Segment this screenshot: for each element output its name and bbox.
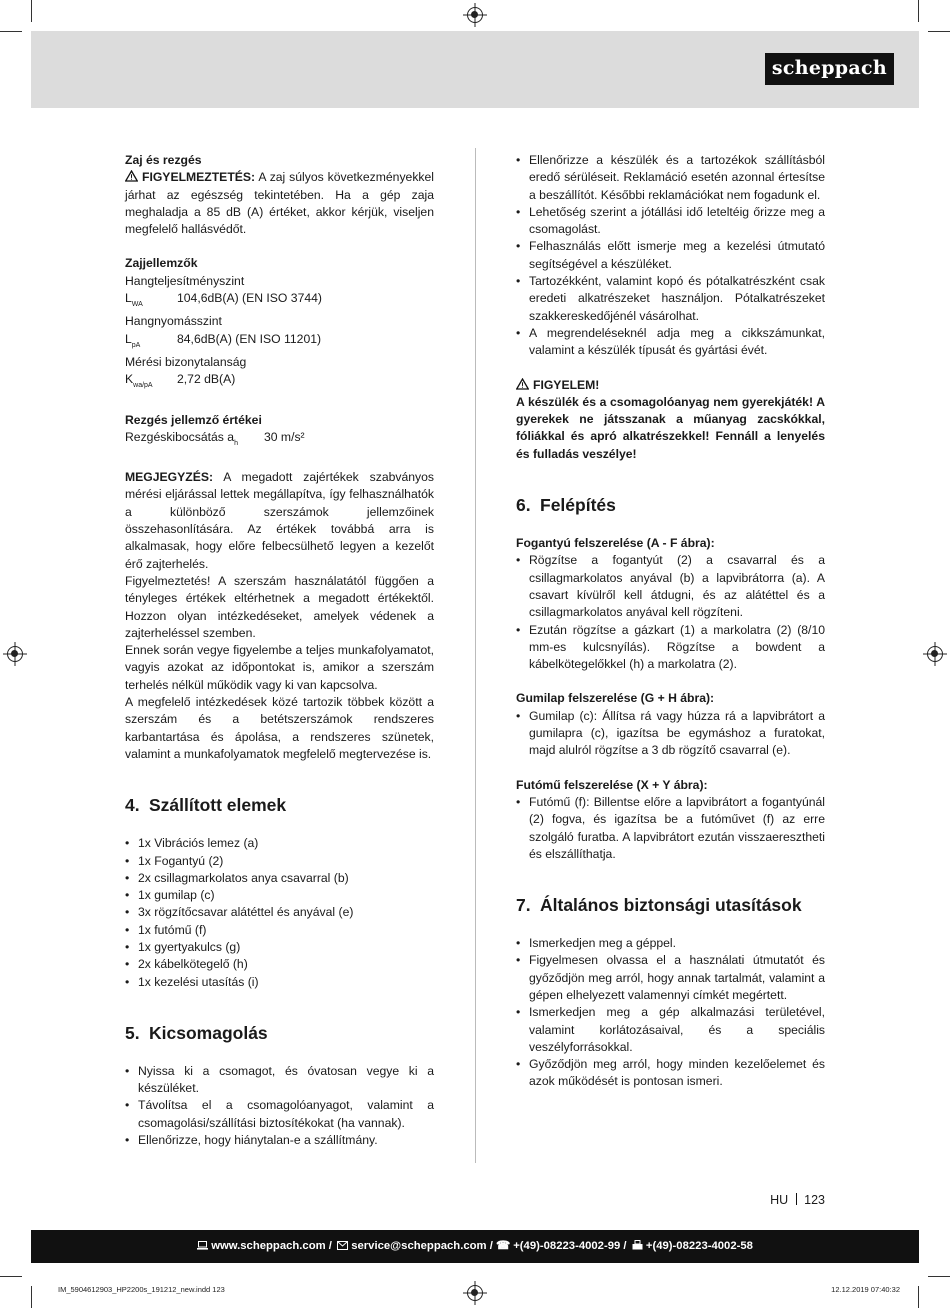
crop-mark [928,31,950,32]
noise-values-heading: Zajjellemzők [125,256,198,271]
list-item: • Nyissa ki a csomagot, és óvatosan vegye ki a készüléket. [125,1063,434,1098]
safety-list [516,935,825,1091]
list-item: • 3x rögzítőcsavar alátéttel és anyával (e) [125,904,434,921]
section-title-text: Kicsomagolás [149,1022,268,1043]
section-title-text: Általános biztonsági utasítások [540,895,802,916]
sound-pressure-label: Hangnyomásszint [125,314,222,329]
wheel-kit-list [516,794,825,863]
warning-paragraph [125,169,434,238]
attention-heading [516,377,825,394]
warning-label: FIGYELMEZTETÉS: [142,170,256,185]
list-item: • Ellenőrizze a készülék és a tartozékok szállításból eredő sérüléseit. Reklamáció esetén azonnal értesítse a beszállítót. Későbbi reklamációkat nem fogadunk el. [516,152,825,204]
list-item: • 1x gumilap (c) [125,887,434,904]
vibration-heading: Rezgés jellemző értékei [125,412,262,427]
symbol: L [125,331,132,346]
page-number-value: 123 [804,1193,825,1207]
footer-website[interactable]: www.scheppach.com / [211,1240,332,1252]
sound-power-label: Hangteljesítményszint [125,273,245,288]
spec-value: 84,6dB(A) (EN ISO 11201) [177,331,322,346]
registration-mark-icon [7,646,23,662]
list-item: • 1x futómű (f) [125,922,434,939]
paragraph: Figyelmeztetés! A szerszám használatától függően a tényleges értékek eltérhetnek a megadott értékektől. Hozzon olyan intézkedéseket, amelyek védenek a zajterheléssel szemben. [125,573,434,640]
symbol-sub: WA [131,301,143,309]
handle-list [516,552,825,673]
vibration-value: 30 m/s² [263,429,305,444]
list-item: • 1x kezelési utasítás (i) [125,974,434,991]
fax-icon [632,1240,643,1250]
note-label: MEGJEGYZÉS: [125,470,214,485]
section-title-text: Szállított elemek [149,795,287,816]
column-divider [475,148,476,1163]
symbol-sub: wa/pA [133,382,153,390]
note-paragraph [125,469,434,573]
phone-icon: ☎ [495,1240,511,1252]
crop-mark [918,0,919,22]
list-item: • Tartozékként, valamint kopó és pótalkatrészként csak eredeti alkatrészeket használjon. Pótalkatrészeket szakkereskedőjénél vásárolhat. [516,273,825,325]
unpacking-list [125,1063,434,1149]
spec-row-lpa [125,331,434,354]
spec-value: 2,72 dB(A) [177,372,236,387]
footer-email[interactable]: service@scheppach.com / [351,1240,493,1252]
list-item: • Ismerkedjen meg a gép alkalmazási területével, valamint korlátozásaival, és a speciális veszélyforrásokkal. [516,1004,825,1056]
symbol: K [125,372,134,387]
symbol-sub: h [234,439,238,447]
section-number: 6. [516,495,531,516]
symbol-sub: pA [131,341,141,349]
section-heading: Zaj és rezgés [125,153,202,167]
warning-triangle-icon [516,378,529,390]
slug-filename: IM_5904612903_HP2200s_191212_new.indd 123 [58,1285,225,1294]
registration-mark-icon [467,1285,483,1301]
list-item: • Lehetőség szerint a jótállási idő leteltéig őrizze meg a csomagolást. [516,204,825,239]
list-item: • 2x kábelkötegelő (h) [125,956,434,973]
section-title-text: Felépítés [540,495,616,516]
symbol: L [125,291,132,306]
attention-title: FIGYELEM! [533,377,600,392]
computer-icon [197,1241,208,1250]
section-title-4 [125,794,434,816]
list-item: • Felhasználás előtt ismerje meg a kezelési útmutató segítségével a készüléket. [516,238,825,273]
vibration-row [125,429,434,452]
list-item: • Gumilap (c): Állítsa rá vagy húzza rá a lapvibrátort a gumilapra (c), igazítsa be egymáshoz a furatokat, majd alulról rögzítse a 3 db rögzítő csavarral (e). [516,708,825,760]
crop-mark [0,31,22,32]
list-item: • Ismerkedjen meg a géppel. [516,935,825,952]
crop-mark [928,1276,950,1277]
subheading-wheel-kit: Futómű felszerelése (X + Y ábra): [516,777,708,792]
vibration-label: Rezgéskibocsátás a [125,429,235,444]
list-item: • Távolítsa el a csomagolóanyagot, valamint a csomagolási/szállítási biztosítékokat (ha vannak). [125,1097,434,1132]
email-icon [337,1241,348,1250]
list-item: • 1x Vibrációs lemez (a) [125,835,434,852]
section-title-5 [125,1022,434,1044]
list-item: • A megrendeléseknél adja meg a cikkszámunkat, valamint a készülék típusát és gyártási évét. [516,325,825,360]
warning-text: A zaj súlyos következményekkel járhat az egészség tekintetében. Ha a gép zaja meghaladja a 85 dB (A) értéket, akkor kérjük, viseljen megfelelő hallásvédőt. [125,170,434,237]
page-number [770,1193,825,1207]
subheading-handle: Fogantyú felszerelése (A - F ábra): [516,536,715,551]
paragraph: Ennek során vegye figyelembe a teljes munkafolyamatot, vagyis azokat az időpontokat is, amikor a szerszám terhelés nélkül működik vagy ki van kapcsolva. [125,643,434,692]
registration-mark-icon [467,7,483,23]
paragraph: A megfelelő intézkedések közé tartozik többek között a szerszám és a betétszerszámok rendszeres karbantartása és ápolása, a rendszeres szünetek, valamint a munkafolyamatok megfelelő megtervezése is. [125,695,434,761]
slug-timestamp: 12.12.2019 07:40:32 [831,1285,900,1294]
section-number: 4. [125,795,140,816]
spec-row-k [125,371,434,394]
section-title-6 [516,494,825,516]
warning-triangle-icon [125,170,138,182]
crop-mark [918,1286,919,1308]
footer-bar [31,1230,919,1263]
left-column [125,152,434,1149]
rubber-plate-list [516,708,825,760]
uncertainty-label: Mérési bizonytalanság [125,354,247,369]
footer-fax: +(49)-08223-4002-58 [645,1240,753,1252]
footer-phone: +(49)-08223-4002-99 / [513,1240,627,1252]
list-item: • Rögzítse a fogantyút (2) a csavarral és a csillagmarkolatos anyával (b) a lapvibrátorra (a). A csavart kívülről kell átdugni, és az alátéttel és a csillagmarkolatos anyával kell rögzíteni. [516,552,825,621]
list-item: • Győződjön meg arról, hogy minden kezelőelemet és azok működését is pontosan ismeri. [516,1056,825,1091]
list-item: • 1x Fogantyú (2) [125,853,434,870]
list-item: • Figyelmesen olvassa el a használati útmutatót és győződjön meg arról, hogy annak tartalmát, valamint a gépen elhelyezett valamennyi címkét megértett. [516,952,825,1004]
crop-mark [0,1276,22,1277]
section-number: 5. [125,1022,140,1043]
page-lang: HU [770,1193,789,1207]
delivery-list [125,835,434,991]
section-number: 7. [516,895,531,916]
list-item: • Futómű (f): Billentse előre a lapvibrátort a fogantyúnál (2) fogva, és igazítsa be a futóművet (f) az erre szolgáló furatba. A lapvibrátort ezután visszaeresztheti és elszállíthatja. [516,794,825,863]
list-item: • 2x csillagmarkolatos anya csavarral (b) [125,870,434,887]
subheading-rubber-plate: Gumilap felszerelése (G + H ábra): [516,691,715,706]
right-column [516,152,825,1091]
crop-mark [31,1286,32,1308]
scheppach-logo: scheppach [765,53,894,85]
spec-value: 104,6dB(A) (EN ISO 3744) [177,291,322,306]
list-item: • Ellenőrizze, hogy hiánytalan-e a szállítmány. [125,1132,434,1149]
header-band [31,31,919,108]
unpacking-list-continued [516,152,825,360]
spec-row-lwa [125,290,434,313]
note-text: A megadott zajértékek szabványos mérési eljárással lettek megállapítva, így felhasználhatók a különböző szerszámok jellemzőinek összehasonlítására. Az értékek továbbá arra is alkalmasak, hogy előre felbecsülhető legyen a kezelőt érő zajterhelés. [125,470,434,571]
crop-mark [31,0,32,22]
attention-text: A készülék és a csomagolóanyag nem gyerekjáték! A gyerekek ne játsszanak a műanyag zacskókkal, fóliákkal és apró alkatrészekkel! Fennáll a lenyelés és fulladás veszélye! [516,394,825,461]
registration-mark-icon [927,646,943,662]
list-item: • 1x gyertyakulcs (g) [125,939,434,956]
section-title-7 [516,894,825,916]
list-item: • Ezután rögzítse a gázkart (1) a markolatra (2) (8/10 mm-es kulcsnyílás). Rögzítse a bowdent a kábelkötegelőkkel (h) a markolatra (2). [516,622,825,674]
